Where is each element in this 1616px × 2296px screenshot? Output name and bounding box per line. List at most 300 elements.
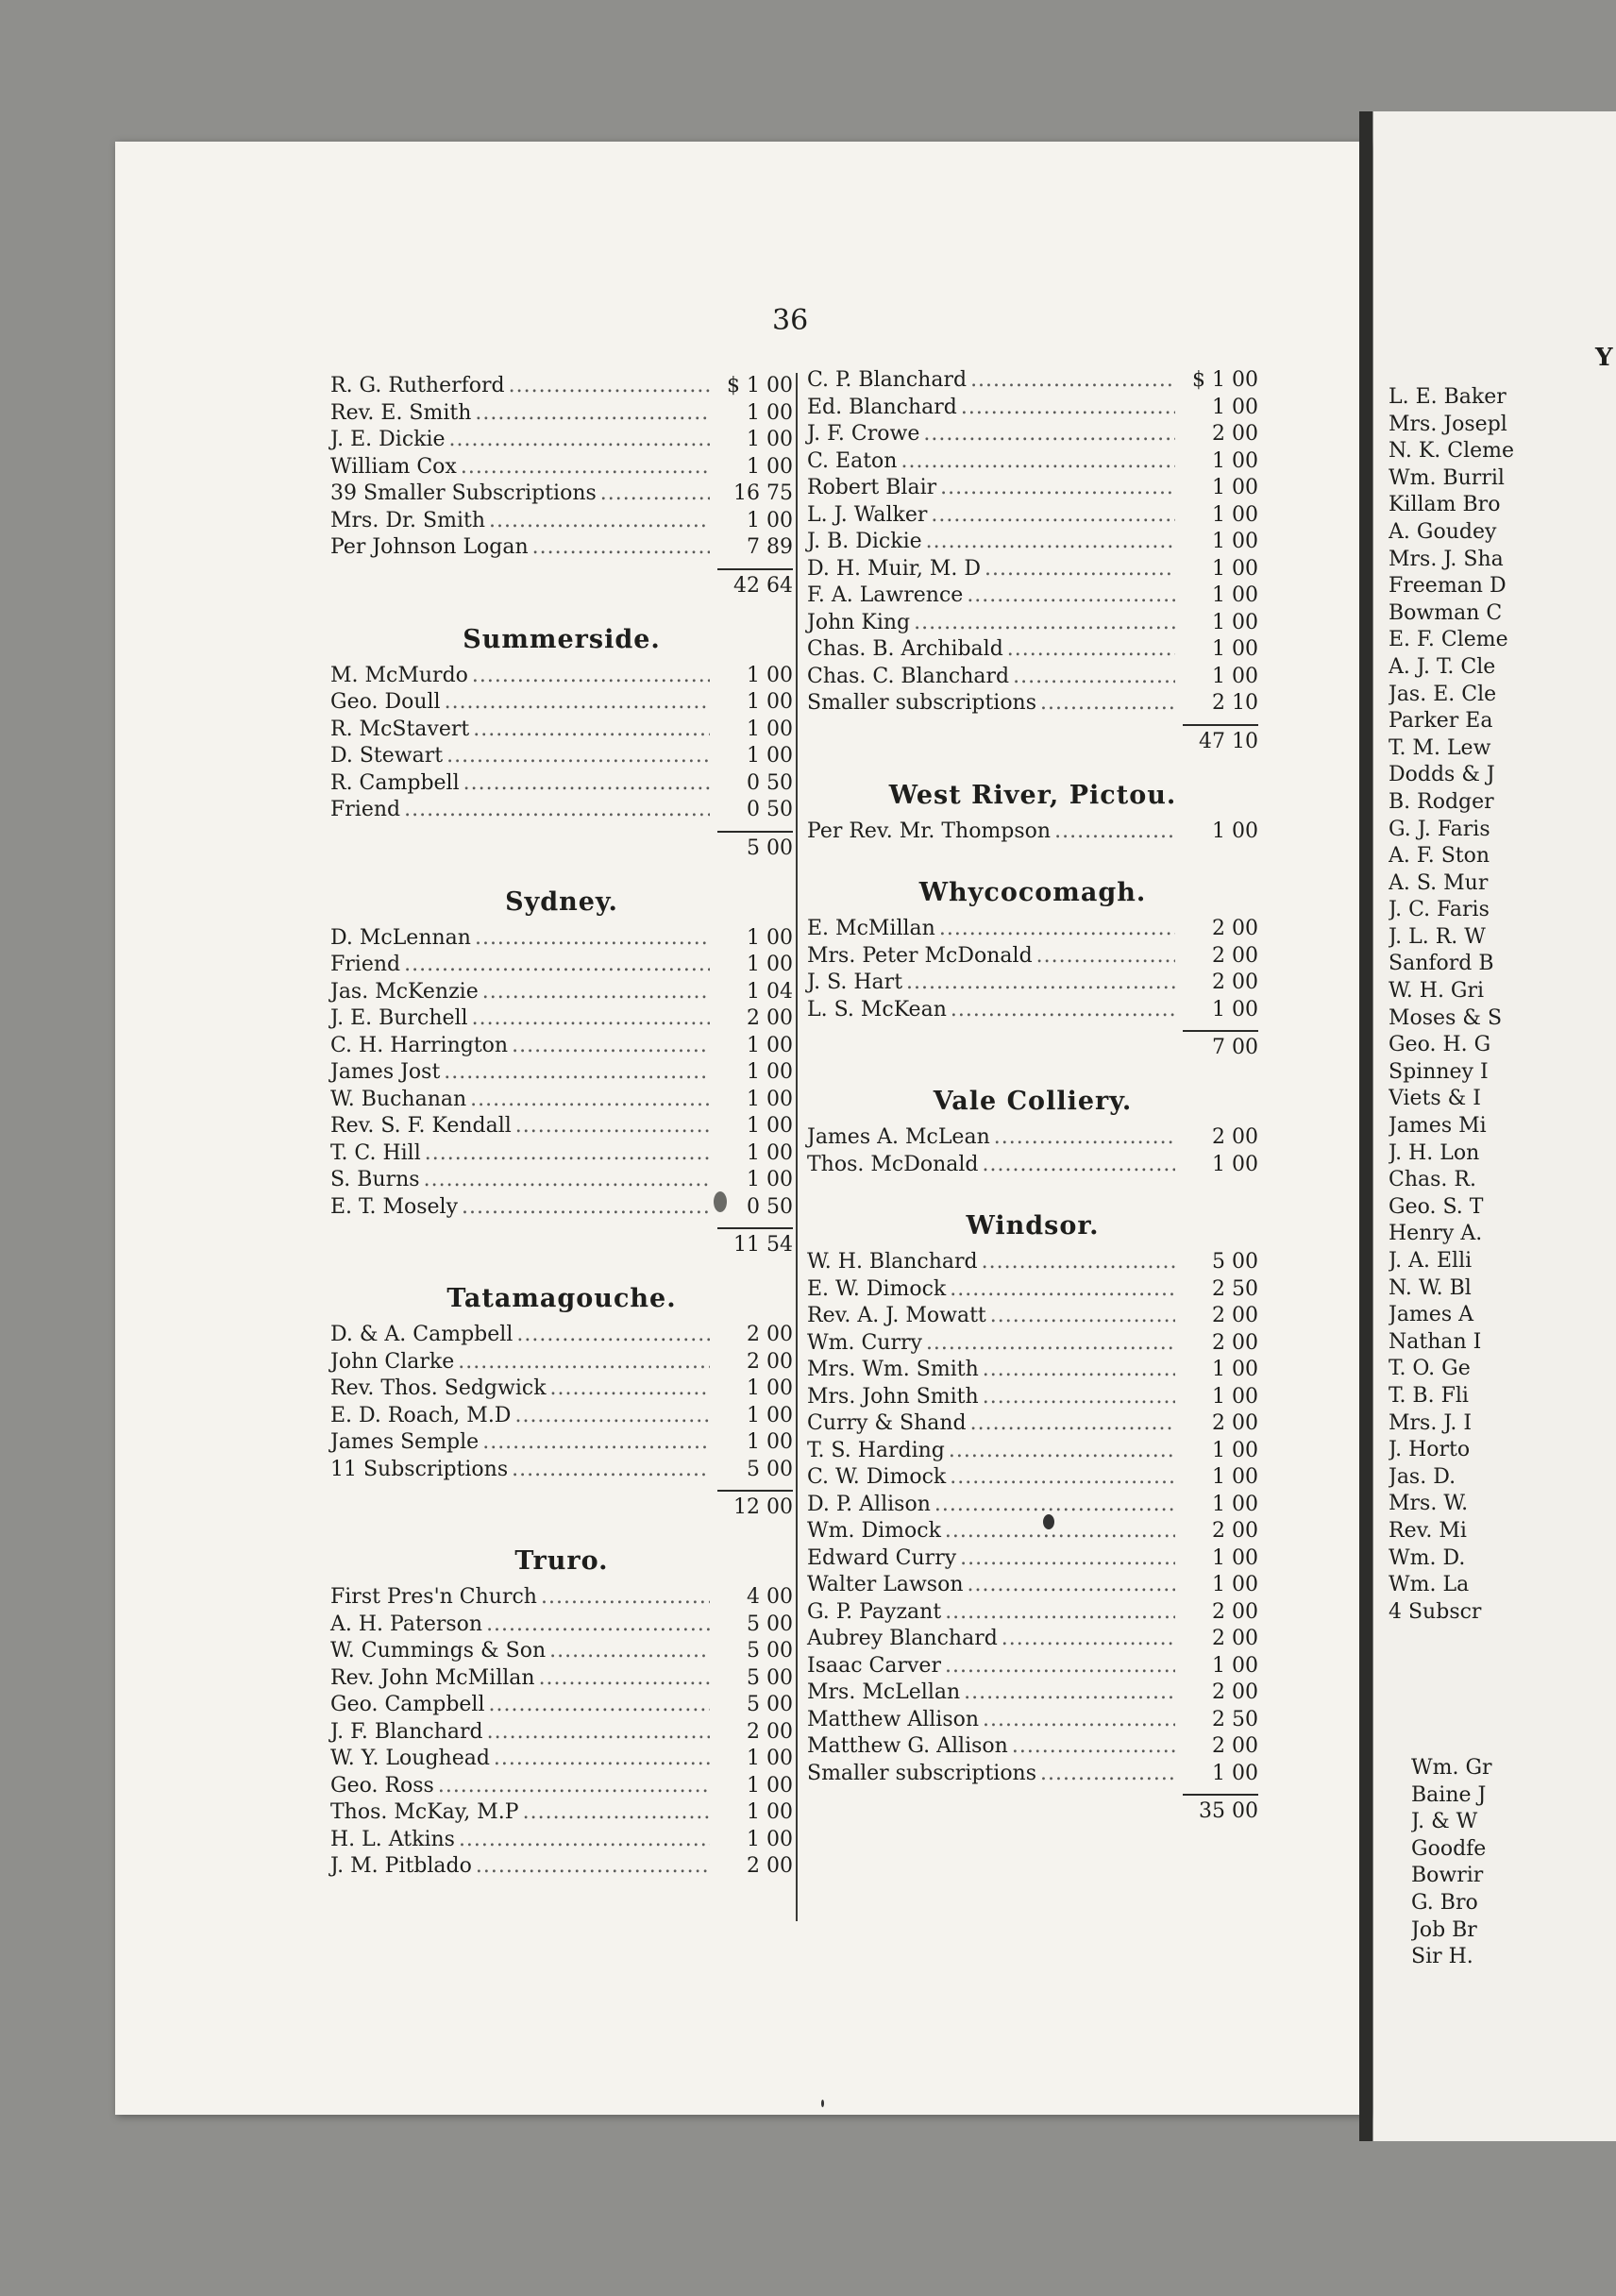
subscription-row [330,1747,793,1774]
subscriber-name: Rev. A. J. Mowatt [807,1304,986,1327]
subscription-row [807,1411,1258,1439]
leader-dots [940,476,1175,499]
subscriber-name: R. McStavert [330,717,470,741]
subscription-row [807,637,1258,665]
subscription-row [807,1277,1258,1305]
adjacent-page-row: G. Bro [1411,1890,1478,1915]
leader-dots [967,583,1175,607]
leader-dots [449,428,710,451]
adjacent-page-row: Bowrir [1411,1864,1484,1888]
subscription-row [330,664,793,691]
leader-dots [970,1411,1175,1435]
adjacent-page-row: A. Goudey [1389,519,1497,544]
subscription-row [807,1331,1258,1359]
adjacent-page-row: Geo. S. T [1389,1194,1484,1219]
subscription-row [330,980,793,1007]
subscriber-name: T. S. Harding [807,1438,945,1462]
subscriber-name: C. P. Blanchard [807,368,968,392]
subscription-amount: 1 00 [747,925,793,950]
subscription-amount: 1 00 [747,1403,793,1427]
subscription-amount: 2 00 [1212,1330,1258,1355]
total-rule [717,568,793,570]
subscription-row [807,476,1258,503]
subscriber-name: C. W. Dimock [807,1465,947,1489]
subscription-row [807,1493,1258,1520]
subscriber-name: Rev. Thos. Sedgwick [330,1376,547,1400]
subscription-amount: 1 00 [747,400,793,425]
total-rule [717,831,793,833]
adjacent-page-row: Jas. E. Cle [1389,682,1497,706]
adjacent-page-row: Wm. Burril [1389,465,1505,490]
adjacent-page-row: A. S. Mur [1389,870,1489,895]
leader-dots [950,1465,1175,1489]
adjacent-page-row: A. J. T. Cle [1389,654,1496,679]
subscription-amount: 2 00 [747,1854,793,1878]
subscription-row [330,771,793,799]
leader-dots [964,1680,1175,1704]
subscription-row [807,1680,1258,1708]
section-total: 35 00 [1199,1799,1258,1823]
subscriber-name: Rev. John McMillan [330,1665,535,1690]
subscriber-name: Isaac Carver [807,1653,941,1678]
leader-dots [476,1854,710,1878]
subscription-amount: 2 00 [1212,1627,1258,1650]
subscription-row [330,1034,793,1061]
subscriber-name: E. T. Mosely [330,1194,459,1219]
subscription-row [330,1774,793,1801]
subscription-row [330,1854,793,1882]
subscription-row [330,1693,793,1720]
subscription-amount: 4 00 [747,1585,793,1609]
subscription-amount: 7 89 [747,535,793,559]
subscription-amount: 1 00 [747,690,793,714]
leader-dots [532,535,710,559]
subscriber-name: A. H. Paterson [330,1612,483,1636]
subscription-row [330,1141,793,1169]
subscriber-name: Wm. Curry [807,1330,922,1355]
section-heading: Summerside. [463,624,661,654]
adjacent-page-row: T. B. Fli [1389,1383,1469,1408]
subscription-row [330,1585,793,1612]
leader-dots [901,449,1175,473]
subscriber-name: Mrs. Wm. Smith [807,1358,979,1381]
ink-blot [714,1191,727,1212]
subscription-amount: 1 00 [747,1114,793,1138]
subscription-amount: 2 00 [747,1349,793,1374]
subscription-amount: 2 00 [1212,971,1258,994]
subscription-amount: 1 00 [1212,476,1258,499]
adjacent-page-row: J. Horto [1389,1438,1471,1462]
subscription-row [807,998,1258,1025]
subscription-amount: 2 10 [1212,691,1258,715]
subscriber-name: Rev. S. F. Kendall [330,1114,512,1138]
leader-dots [985,557,1175,581]
adjacent-page-row: Baine J [1411,1782,1487,1807]
subscription-row [330,535,793,563]
subscription-amount: 1 00 [747,1168,793,1191]
leader-dots [482,980,710,1004]
leader-dots [914,611,1175,634]
section-total: 7 00 [1212,1036,1258,1059]
subscription-amount: 5 00 [1212,1250,1258,1274]
subscription-row [807,396,1258,423]
subscriber-name: W. Cummings & Son [330,1639,547,1663]
leader-dots [489,1693,710,1716]
subscriber-name: D. P. Allison [807,1492,931,1516]
subscription-amount: 1 00 [1212,556,1258,581]
leader-dots [600,481,710,505]
subscriber-name: T. C. Hill [330,1140,421,1165]
subscription-row [807,449,1258,477]
subscriber-name: J. E. Burchell [330,1006,468,1030]
subscription-row [330,1430,793,1458]
subscriber-name: W. H. Blanchard [807,1250,978,1274]
subscriber-name: Smaller subscriptions [807,691,1037,715]
adjacent-page-row: Mrs. W. [1389,1492,1469,1516]
adjacent-page-row: G. J. Faris [1389,817,1490,841]
subscription-row [330,1376,793,1404]
adjacent-page-row: Wm. Gr [1411,1756,1492,1780]
leader-dots [472,1006,710,1030]
subscriber-name: D. McLennan [330,925,471,950]
leader-dots [473,718,710,741]
subscription-row [807,1358,1258,1385]
subscription-row [330,401,793,429]
section-heading: Truro. [514,1546,609,1576]
subscription-amount: $ 1 00 [727,374,793,397]
subscription-row [807,819,1258,847]
subscriber-name: Edward Curry [807,1545,957,1570]
total-rule [717,1227,793,1229]
section-gap [807,1179,1258,1189]
leader-dots [459,1828,710,1851]
leader-dots [475,401,710,425]
subscription-row [807,1125,1258,1153]
subscriber-name: L. J. Walker [807,502,928,527]
leader-dots [463,771,710,795]
subscription-amount: 2 00 [747,1323,793,1346]
subscription-amount: 1 00 [1212,583,1258,607]
leader-dots [926,1331,1175,1355]
subscriber-name: R. G. Rutherford [330,374,505,397]
subscription-amount: 2 00 [1212,422,1258,446]
leader-dots [923,422,1175,446]
subscription-amount: 1 00 [747,454,793,479]
leader-dots [509,374,710,397]
subscriber-name: Curry & Shand [807,1411,967,1435]
subscription-row [330,455,793,482]
subscriber-name: E. W. Dimock [807,1276,947,1301]
subscription-amount: 5 00 [747,1665,793,1690]
subscription-row [330,953,793,980]
adjacent-page-row: J. L. R. W [1389,924,1486,949]
adjacent-page-row: James Mi [1389,1114,1487,1139]
leader-dots [950,1277,1175,1301]
adjacent-page-row: Wm. D. [1389,1545,1466,1570]
leader-dots [967,1573,1175,1596]
subscription-amount: 1 00 [747,1800,793,1824]
subscriber-name: Jas. McKenzie [330,979,479,1004]
leader-dots [512,1034,710,1057]
subscriber-name: Geo. Ross [330,1773,434,1798]
subscription-amount: 1 00 [1212,1384,1258,1409]
subscription-row [807,530,1258,557]
leader-dots [1013,665,1175,688]
adjacent-page-row: Freeman D [1389,574,1507,599]
total-rule [1183,724,1258,726]
subscription-row [807,1546,1258,1574]
adjacent-page-row: Wm. La [1389,1573,1470,1597]
adjacent-page-row: Mrs. J. I [1389,1410,1473,1435]
leader-dots [906,971,1175,994]
subscription-row [330,1114,793,1141]
subscription-amount: 2 00 [1212,1599,1258,1624]
subscription-amount: 1 00 [747,744,793,768]
subscription-row [807,503,1258,531]
subscription-amount: 5 00 [747,1693,793,1716]
leader-dots [1036,944,1175,968]
subscription-row [330,481,793,509]
subscription-amount: 2 00 [1212,1734,1258,1758]
subscriber-name: J. F. Blanchard [330,1719,483,1744]
adjacent-page-list-2 [1411,1756,1616,1972]
leader-dots [458,1350,710,1374]
subscription-amount: 1 00 [747,1376,793,1400]
subscriber-name: John Clarke [330,1349,455,1374]
subscriber-name: W. Y. Loughead [330,1747,490,1770]
leader-dots [494,1747,710,1770]
subscriber-name: L. S. McKean [807,997,947,1021]
subscription-amount: 2 00 [1212,1411,1258,1435]
subscription-amount: 2 00 [1212,943,1258,968]
adjacent-page-row: Moses & S [1389,1005,1503,1030]
adjacent-page-row: L. E. Baker [1389,385,1507,409]
subscription-row [330,1720,793,1747]
subscription-row [807,1385,1258,1412]
adjacent-page-row: Sir H. [1411,1945,1473,1969]
adjacent-page-row: Jas. D. [1389,1464,1456,1489]
subscriber-name: Aubrey Blanchard [807,1627,998,1650]
subscription-row [807,583,1258,611]
subscriber-name: James Semple [330,1430,480,1454]
subscriber-name: W. Buchanan [330,1087,467,1111]
subscription-row [330,1639,793,1666]
subscription-amount: 1 00 [1212,1653,1258,1678]
subscription-row [807,1654,1258,1681]
adjacent-page-row: B. Rodger [1389,789,1494,814]
subscription-amount: 1 00 [1212,819,1258,843]
subscriber-name: D. H. Muir, M. D [807,556,981,581]
section-heading: West River, Pictou. [888,780,1177,810]
leader-dots [482,1430,710,1454]
subscription-amount: 1 00 [747,1060,793,1084]
subscription-row [807,1439,1258,1466]
leader-dots [516,1323,710,1346]
subscription-amount: $ 1 00 [1192,368,1258,392]
leader-dots [926,530,1175,553]
adjacent-page-row: Goodfe [1411,1836,1487,1861]
leader-dots [404,798,710,821]
section-heading: Tatamagouche. [446,1284,677,1313]
section-heading: Vale Colliery. [933,1087,1133,1116]
leader-dots [461,455,710,479]
leader-dots [939,917,1175,940]
leader-dots [1040,691,1175,715]
subscription-amount: 1 00 [747,508,793,532]
leader-dots [945,1519,1175,1543]
subscription-row [807,691,1258,718]
subscription-amount: 2 00 [1212,917,1258,940]
leader-dots [438,1774,710,1798]
leader-dots [931,503,1175,527]
adjacent-page-row: Henry A. [1389,1222,1483,1246]
subscriber-name: Wm. Dimock [807,1519,941,1543]
subscription-amount: 2 50 [1212,1707,1258,1731]
subscriber-name: 11 Subscriptions [330,1457,509,1481]
subscription-amount: 1 00 [747,1140,793,1165]
subscriber-name: D. & A. Campbell [330,1323,513,1346]
subscription-amount: 16 75 [733,481,793,505]
adjacent-page-row: Rev. Mi [1389,1518,1467,1543]
subscription-row [330,1323,793,1350]
subscriber-name: Mrs. Dr. Smith [330,508,486,532]
leader-dots [541,1585,710,1609]
leader-dots [994,1125,1175,1149]
subscriber-name: Mrs. John Smith [807,1384,979,1409]
subscription-amount: 1 00 [1212,1761,1258,1785]
leader-dots [983,1153,1176,1176]
leader-dots [487,1720,710,1744]
subscription-row [330,718,793,745]
subscriber-name: William Cox [330,454,457,479]
subscription-amount: 1 00 [1212,448,1258,473]
book-gutter [1359,111,1372,2141]
leader-dots [539,1666,710,1690]
column-divider [796,373,798,1921]
adjacent-page-list [1389,385,1616,1627]
subscription-row [807,1708,1258,1735]
subscription-row [330,690,793,718]
adjacent-page-row: J. & W [1411,1810,1478,1834]
subscriber-name: C. H. Harrington [330,1033,509,1057]
section-total: 11 54 [733,1233,793,1257]
subscription-row [330,926,793,954]
subscription-row [807,917,1258,944]
subscription-row [807,1465,1258,1493]
adjacent-page-row: N. K. Cleme [1389,439,1515,464]
leader-dots [424,1168,710,1191]
subscriber-name: Geo. Campbell [330,1693,485,1716]
subscription-row [807,1573,1258,1600]
subscription-amount: 2 50 [1212,1276,1258,1301]
subscriber-name: E. D. Roach, M.D [330,1403,512,1427]
subscriber-name: R. Campbell [330,770,460,795]
section-total: 5 00 [747,836,793,860]
total-rule [1183,1030,1258,1032]
leader-dots [470,1088,710,1111]
subscriber-name: D. Stewart [330,744,444,768]
subscription-row [807,611,1258,638]
leader-dots [472,664,710,687]
leader-dots [949,1439,1175,1462]
total-rule [717,1490,793,1492]
subscriber-name: Ed. Blanchard [807,395,957,419]
subscriber-name: First Pres'n Church [330,1585,537,1609]
section-heading: Sydney. [505,886,618,917]
subscriber-name: James Jost [330,1060,441,1084]
subscription-amount: 1 00 [1212,997,1258,1021]
subscriber-name: Walter Lawson [807,1573,964,1596]
subscription-amount: 1 00 [1212,1152,1258,1176]
leader-dots [425,1141,710,1165]
subscription-amount: 1 00 [747,1033,793,1057]
section-total: 42 64 [733,573,793,598]
right-column [807,368,1258,1828]
subscription-row [330,1458,793,1485]
subscriber-name: Chas. B. Archibald [807,637,1003,661]
subscription-amount: 1 00 [747,1773,793,1798]
adjacent-page [1373,111,1616,2141]
subscriber-name: J. S. Hart [807,971,903,994]
subscription-row [807,1519,1258,1546]
subscription-amount: 1 00 [1212,1492,1258,1516]
leader-dots [550,1376,710,1400]
subscriber-name: Friend [330,953,401,976]
subscription-row [807,1153,1258,1180]
subscription-row [807,1762,1258,1789]
subscriber-name: Mrs. Peter McDonald [807,943,1033,968]
subscription-row [330,744,793,771]
subscription-row [330,428,793,455]
leader-dots [1040,1762,1175,1785]
leader-dots [462,1195,710,1219]
subscription-amount: 2 00 [747,1006,793,1030]
subscriber-name: J. F. Crowe [807,422,920,446]
subscriber-name: C. Eaton [807,448,898,473]
subscription-amount: 0 50 [747,770,793,795]
subscriber-name: Matthew G. Allison [807,1734,1008,1758]
paper-speck [821,2100,824,2107]
subscription-amount: 1 00 [1212,530,1258,553]
leader-dots [951,998,1175,1021]
leader-dots [961,396,1175,419]
subscription-amount: 2 00 [1212,1519,1258,1543]
subscription-amount: 1 00 [1212,637,1258,661]
leader-dots [549,1639,710,1663]
subscription-amount: 1 00 [747,1827,793,1851]
subscriber-name: E. McMillan [807,917,935,940]
subscription-amount: 1 00 [1212,1438,1258,1462]
leader-dots [489,509,710,532]
subscription-row [807,1734,1258,1762]
leader-dots [983,1385,1175,1409]
subscription-amount: 1 00 [747,717,793,741]
subscriber-name: James A. McLean [807,1125,990,1149]
adjacent-page-row: J. A. Elli [1389,1249,1473,1273]
subscription-row [330,1828,793,1855]
subscriber-name: Geo. Doull [330,690,441,714]
subscriber-name: Per Johnson Logan [330,535,529,559]
subscription-amount: 1 00 [1212,610,1258,634]
subscription-amount: 1 00 [747,1747,793,1770]
subscriber-name: Thos. McKay, M.P [330,1800,519,1824]
adjacent-page-heading: Y [1595,344,1613,372]
subscriber-name: J. E. Dickie [330,428,446,451]
subscriber-name: J. M. Pitblado [330,1854,472,1878]
subscriber-name: M. McMurdo [330,663,468,687]
subscriber-name: Thos. McDonald [807,1152,979,1176]
subscription-row [807,1600,1258,1628]
